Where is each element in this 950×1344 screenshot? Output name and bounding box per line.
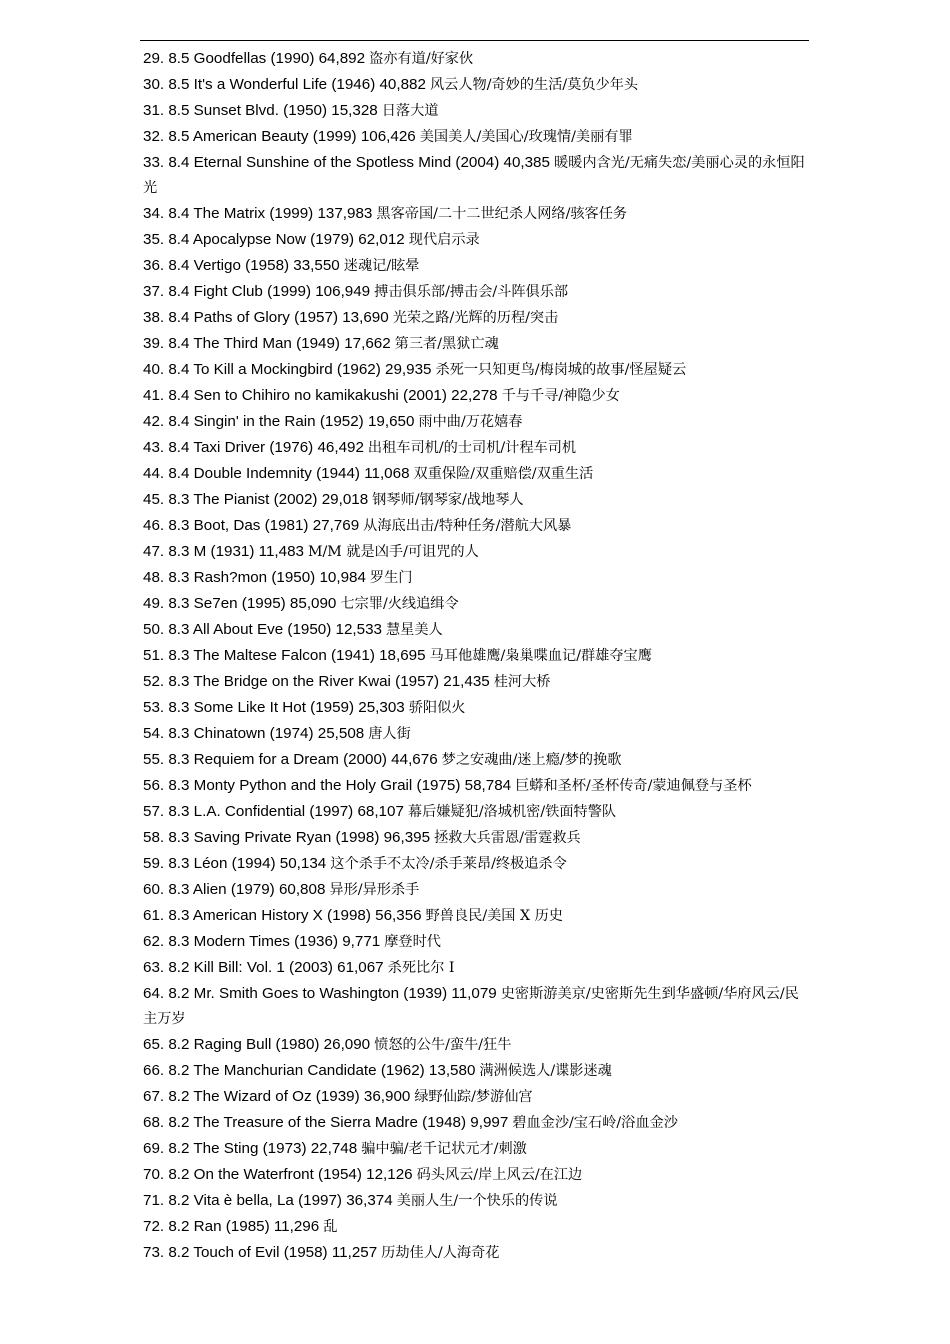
- entry-english: 50. 8.3 All About Eve (1950) 12,533: [143, 621, 382, 638]
- list-item: [143, 721, 809, 747]
- list-item: [143, 877, 809, 903]
- entry-english: 72. 8.2 Ran (1985) 11,296: [143, 1218, 320, 1235]
- list-item: [143, 305, 809, 331]
- entry-chinese: 钢琴师/钢琴家/战地琴人: [372, 492, 524, 508]
- entry-english: 53. 8.3 Some Like It Hot (1959) 25,303: [143, 699, 405, 716]
- entry-english: 71. 8.2 Vita è bella, La (1997) 36,374: [143, 1192, 393, 1209]
- entry-chinese: 第三者/黑狱亡魂: [394, 336, 499, 352]
- entry-english: 66. 8.2 The Manchurian Candidate (1962) 13,580: [143, 1062, 476, 1079]
- entry-english: 33. 8.4 Eternal Sunshine of the Spotless Mind (2004) 40,385: [143, 154, 550, 171]
- list-item: [143, 539, 809, 565]
- entry-english: 73. 8.2 Touch of Evil (1958) 11,257: [143, 1244, 378, 1261]
- entry-chinese: 摩登时代: [384, 934, 441, 950]
- list-item: [143, 331, 809, 357]
- list-item: [143, 435, 809, 461]
- list-item: [143, 929, 809, 955]
- entry-chinese: 这个杀手不太冷/杀手莱昂/终极追杀令: [330, 856, 567, 872]
- list-item: [143, 1084, 809, 1110]
- entry-english: 29. 8.5 Goodfellas (1990) 64,892: [143, 50, 366, 67]
- entry-english: 37. 8.4 Fight Club (1999) 106,949: [143, 283, 371, 300]
- entry-chinese: 黑客帝国/二十二世纪杀人网络/骇客任务: [376, 206, 628, 222]
- list-item: [143, 124, 809, 150]
- entry-chinese: 慧星美人: [385, 622, 443, 638]
- list-item: [143, 825, 809, 851]
- entry-chinese: 历劫佳人/人海奇花: [381, 1245, 500, 1261]
- entry-chinese: 暖暖内含光/无痛失恋/美丽心灵的永恒阳光: [143, 155, 805, 196]
- list-item: [143, 1162, 809, 1188]
- list-item: [143, 643, 809, 669]
- entry-chinese: 码头风云/岸上风云/在江边: [416, 1167, 583, 1183]
- list-item: [143, 46, 809, 72]
- entry-english: 56. 8.3 Monty Python and the Holy Grail (1975) 58,784: [143, 777, 512, 794]
- entry-chinese: 史密斯游美京/史密斯先生到华盛顿/华府风云/民主万岁: [143, 986, 799, 1027]
- list-item: [143, 1214, 809, 1240]
- entry-chinese: 杀死比尔 I: [387, 960, 455, 976]
- list-item: [143, 201, 809, 227]
- entry-english: 35. 8.4 Apocalypse Now (1979) 62,012: [143, 231, 405, 248]
- entry-english: 46. 8.3 Boot, Das (1981) 27,769: [143, 517, 360, 534]
- entry-chinese: 杀死一只知更鸟/梅岗城的故事/怪屋疑云: [435, 362, 687, 378]
- list-item: [143, 357, 809, 383]
- entry-chinese: 光荣之路/光辉的历程/突击: [392, 310, 559, 326]
- entry-english: 42. 8.4 Singin' in the Rain (1952) 19,650: [143, 413, 415, 430]
- entry-english: 68. 8.2 The Treasure of the Sierra Madre (1948) 9,997: [143, 1114, 509, 1131]
- entry-english: 70. 8.2 On the Waterfront (1954) 12,126: [143, 1166, 413, 1183]
- entry-chinese: 乱: [323, 1219, 338, 1235]
- list-item: [143, 279, 809, 305]
- entry-english: 59. 8.3 Léon (1994) 50,134: [143, 855, 327, 872]
- entry-chinese: 风云人物/奇妙的生活/莫负少年头: [429, 77, 639, 93]
- entry-chinese: 日落大道: [381, 103, 439, 119]
- list-item: [143, 487, 809, 513]
- entry-chinese: 碧血金沙/宝石岭/浴血金沙: [512, 1115, 678, 1131]
- list-item: [143, 1136, 809, 1162]
- entry-english: 54. 8.3 Chinatown (1974) 25,508: [143, 725, 365, 742]
- list-item: [143, 383, 809, 409]
- entry-chinese: 美国美人/美国心/玫瑰情/美丽有罪: [419, 129, 633, 145]
- entry-english: 36. 8.4 Vertigo (1958) 33,550: [143, 257, 340, 274]
- list-item: [143, 591, 809, 617]
- entry-chinese: 唐人街: [368, 726, 411, 742]
- entry-english: 38. 8.4 Paths of Glory (1957) 13,690: [143, 309, 389, 326]
- entry-chinese: 罗生门: [369, 570, 413, 586]
- entry-english: 39. 8.4 The Third Man (1949) 17,662: [143, 335, 391, 352]
- entry-english: 57. 8.3 L.A. Confidential (1997) 68,107: [143, 803, 404, 820]
- header-rule: [140, 40, 809, 41]
- entry-english: 60. 8.3 Alien (1979) 60,808: [143, 881, 326, 898]
- entry-chinese: 骄阳似火: [408, 700, 466, 716]
- list-item: [143, 799, 809, 825]
- entry-english: 52. 8.3 The Bridge on the River Kwai (1957) 21,435: [143, 673, 490, 690]
- entry-chinese: 七宗罪/火线追缉令: [340, 596, 459, 612]
- entry-chinese: 出租车司机/的士司机/计程车司机: [367, 440, 577, 456]
- entry-english: 41. 8.4 Sen to Chihiro no kamikakushi (2001) 22,278: [143, 387, 498, 404]
- list-item: [143, 1188, 809, 1214]
- list-item: [143, 851, 809, 877]
- list-item: [143, 747, 809, 773]
- entry-chinese: 盗亦有道/好家伙: [369, 51, 474, 67]
- list-item: [143, 409, 809, 435]
- list-item: [143, 1058, 809, 1084]
- list-item: [143, 565, 809, 591]
- entry-chinese: 梦之安魂曲/迷上瘾/梦的挽歌: [441, 752, 622, 768]
- list-item: [143, 669, 809, 695]
- entry-chinese: 骗中骗/老千记状元才/刺激: [361, 1141, 527, 1157]
- entry-chinese: 桂河大桥: [493, 674, 551, 690]
- entry-chinese: 幕后嫌疑犯/洛城机密/铁面特警队: [407, 804, 617, 820]
- list-item: [143, 513, 809, 539]
- list-item: [143, 773, 809, 799]
- entry-chinese: 异形/异形杀手: [329, 882, 420, 898]
- entry-chinese: 搏击俱乐部/搏击会/斗阵俱乐部: [374, 284, 569, 300]
- entry-chinese: 美丽人生/一个快乐的传说: [396, 1193, 558, 1209]
- entry-chinese: 愤怒的公牛/蛮牛/狂牛: [374, 1037, 512, 1053]
- entry-chinese: 满洲候选人/谍影迷魂: [479, 1063, 612, 1079]
- entry-english: 48. 8.3 Rash?mon (1950) 10,984: [143, 569, 366, 586]
- entry-english: 67. 8.2 The Wizard of Oz (1939) 36,900: [143, 1088, 411, 1105]
- entry-chinese: 双重保险/双重赔偿/双重生活: [413, 466, 594, 482]
- entry-chinese: 千与千寻/神隐少女: [501, 388, 620, 404]
- list-item: [143, 98, 809, 124]
- list-item: [143, 981, 809, 1032]
- entry-chinese: 迷魂记/眩晕: [343, 258, 420, 274]
- entry-chinese: 从海底出击/特种任务/潜航大风暴: [363, 518, 572, 534]
- entry-english: 47. 8.3 M (1931) 11,483: [143, 543, 304, 560]
- entry-english: 58. 8.3 Saving Private Ryan (1998) 96,395: [143, 829, 431, 846]
- entry-english: 43. 8.4 Taxi Driver (1976) 46,492: [143, 439, 364, 456]
- list-item: [143, 955, 809, 981]
- entry-chinese: 巨蟒和圣杯/圣杯传奇/蒙迪佩登与圣杯: [515, 778, 752, 794]
- list-item: [143, 695, 809, 721]
- entry-english: 55. 8.3 Requiem for a Dream (2000) 44,676: [143, 751, 438, 768]
- entry-english: 64. 8.2 Mr. Smith Goes to Washington (1939) 11,079: [143, 985, 497, 1002]
- list-item: [143, 461, 809, 487]
- entry-english: 61. 8.3 American History X (1998) 56,356: [143, 907, 422, 924]
- list-item: [143, 903, 809, 929]
- list-item: [143, 617, 809, 643]
- list-item: [143, 1032, 809, 1058]
- entry-chinese: 拯救大兵雷恩/雷霆救兵: [434, 830, 581, 846]
- entry-english: 45. 8.3 The Pianist (2002) 29,018: [143, 491, 369, 508]
- entry-english: 62. 8.3 Modern Times (1936) 9,771: [143, 933, 381, 950]
- entry-chinese: 现代启示录: [408, 232, 480, 248]
- entry-english: 32. 8.5 American Beauty (1999) 106,426: [143, 128, 416, 145]
- entry-english: 44. 8.4 Double Indemnity (1944) 11,068: [143, 465, 410, 482]
- list-item: [143, 150, 809, 201]
- movie-list: [143, 46, 809, 1266]
- list-item: [143, 72, 809, 98]
- entry-chinese: 马耳他雄鹰/枭巢喋血记/群雄夺宝鹰: [429, 648, 652, 664]
- entry-english: 49. 8.3 Se7en (1995) 85,090: [143, 595, 337, 612]
- entry-english: 65. 8.2 Raging Bull (1980) 26,090: [143, 1036, 371, 1053]
- list-item: [143, 1110, 809, 1136]
- entry-chinese: 雨中曲/万花嬉春: [418, 414, 523, 430]
- list-item: [143, 227, 809, 253]
- entry-english: 69. 8.2 The Sting (1973) 22,748: [143, 1140, 358, 1157]
- list-item: [143, 1240, 809, 1266]
- entry-chinese: M/M 就是凶手/可诅咒的人: [307, 544, 479, 560]
- entry-english: 51. 8.3 The Maltese Falcon (1941) 18,695: [143, 647, 426, 664]
- entry-chinese: 绿野仙踪/梦游仙宫: [414, 1089, 533, 1105]
- entry-english: 34. 8.4 The Matrix (1999) 137,983: [143, 205, 373, 222]
- entry-english: 40. 8.4 To Kill a Mockingbird (1962) 29,935: [143, 361, 432, 378]
- entry-english: 30. 8.5 It's a Wonderful Life (1946) 40,882: [143, 76, 426, 93]
- entry-english: 63. 8.2 Kill Bill: Vol. 1 (2003) 61,067: [143, 959, 384, 976]
- entry-english: 31. 8.5 Sunset Blvd. (1950) 15,328: [143, 102, 378, 119]
- entry-chinese: 野兽良民/美国 X 历史: [425, 908, 563, 924]
- list-item: [143, 253, 809, 279]
